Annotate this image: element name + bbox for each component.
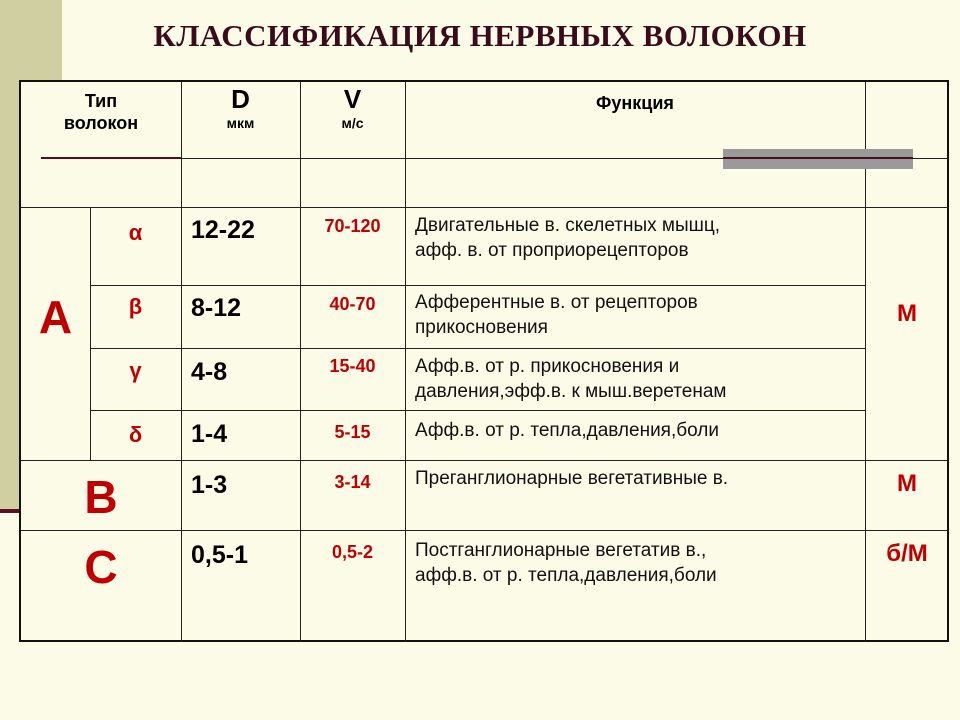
diameter-value: 4-8 (191, 358, 228, 386)
grid-line (21, 530, 949, 531)
velocity-value: 3-14 (334, 472, 371, 492)
header-d-label: D (231, 84, 250, 114)
group-a-mark: М (897, 300, 917, 327)
header-function: Функция (596, 93, 674, 113)
grid-line (21, 207, 949, 208)
header-d-unit: мкм (226, 115, 255, 131)
function-text: Постганглионарные вегетатив в., афф.в. от р. тепла,давления,боли (415, 540, 717, 586)
grid-line (405, 82, 406, 642)
velocity-value: 40-70 (329, 294, 376, 314)
diameter-value: 1-3 (191, 471, 228, 499)
grid-line (90, 348, 865, 349)
group-b-mark: М (897, 470, 917, 497)
header-velocity (300, 86, 405, 134)
grid-line (90, 285, 865, 286)
function-text: Двигательные в. скелетных мышц, афф. в. от проприорецепторов (415, 215, 721, 261)
function-text: Афф.в. от р. прикосновения и давления,эфф.в. к мыш.веретенам (415, 356, 727, 402)
header-v-unit: м/с (341, 115, 364, 131)
header-underline-right (723, 157, 913, 159)
header-underline (41, 157, 181, 159)
subtype-delta: δ (128, 422, 143, 447)
header-fiber-type (21, 90, 181, 134)
function-text: Афф.в. от р. тепла,давления,боли (415, 420, 719, 441)
diameter-value: 1-4 (191, 420, 228, 448)
header-type-line1: Тип (84, 91, 118, 111)
subtype-gamma: γ (129, 358, 142, 383)
velocity-value: 0,5-2 (331, 542, 374, 562)
velocity-value: 15-40 (329, 356, 376, 376)
header-type-line2: волокон (63, 113, 139, 133)
fiber-classification-table (19, 80, 949, 642)
velocity-value: 70-120 (324, 216, 381, 236)
header-gray-bar (723, 149, 913, 169)
grid-line (181, 82, 182, 642)
diameter-value: 0,5-1 (191, 541, 248, 569)
group-c-mark: б/М (886, 540, 928, 567)
subtype-beta: β (128, 294, 143, 319)
grid-line (90, 410, 865, 411)
subtype-alpha: α (128, 220, 143, 245)
function-text: Преганглионарные вегетативные в. (415, 468, 729, 489)
page-title: КЛАССИФИКАЦИЯ НЕРВНЫХ ВОЛОКОН (153, 18, 807, 53)
velocity-value: 5-15 (334, 422, 371, 442)
diameter-value: 12-22 (191, 216, 255, 244)
group-c-letter: С (84, 541, 118, 593)
function-text: Афферентные в. от рецепторов прикосновения (415, 292, 698, 338)
group-b-letter: В (84, 471, 118, 523)
header-diameter (181, 86, 300, 134)
group-a-letter: А (38, 291, 73, 343)
header-v-label: V (343, 84, 362, 114)
diameter-value: 8-12 (191, 294, 242, 322)
grid-line (21, 460, 949, 461)
